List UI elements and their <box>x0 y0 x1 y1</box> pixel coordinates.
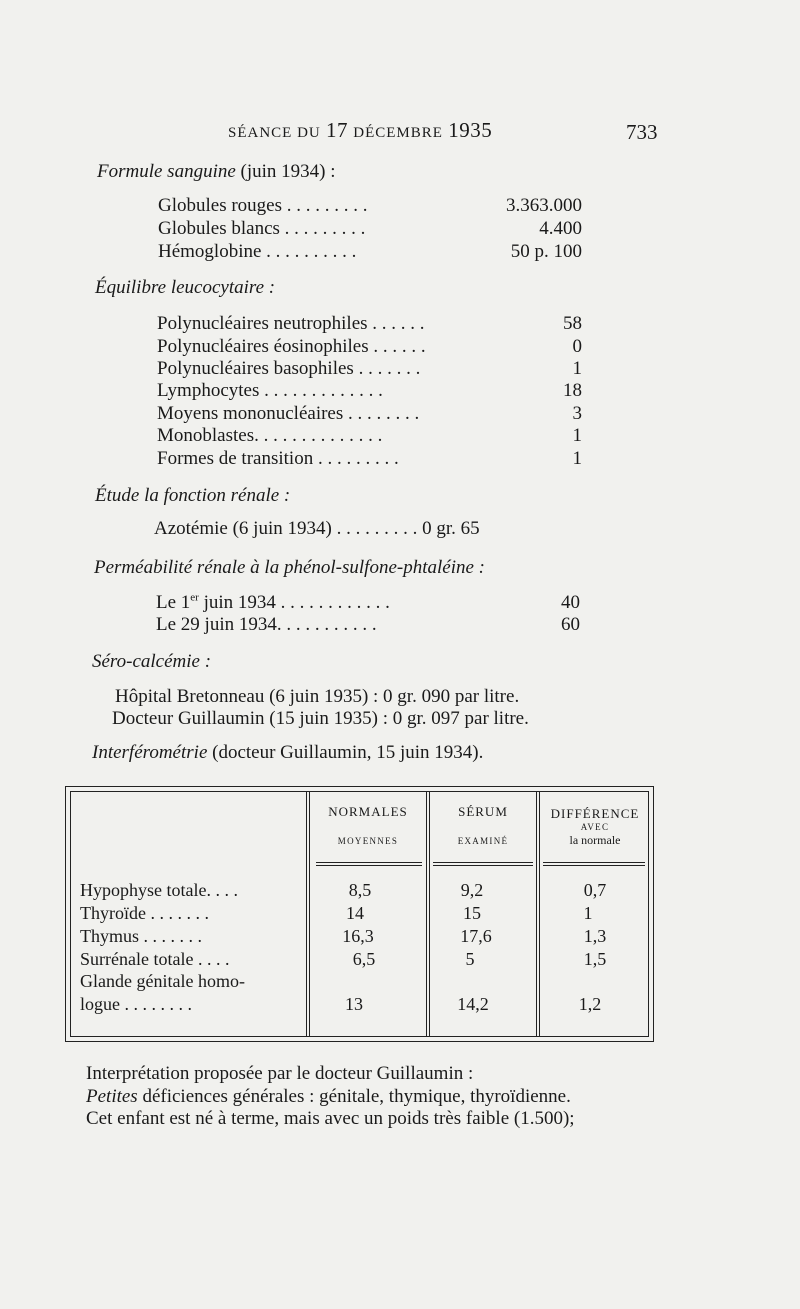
table-row-label: Thymus . . . . . . . <box>80 926 203 946</box>
sero-line-2: Docteur Guillaumin (15 juin 1935) : 0 gr. 097 par litre. <box>112 708 529 729</box>
footer-line-2-italic: Petites <box>86 1086 138 1107</box>
table-row-label: Surrénale totale . . . . <box>80 949 230 969</box>
table-cell-normales: 13 <box>345 994 363 1014</box>
page-number: 733 <box>626 120 658 144</box>
header-month: DÉCEMBRE <box>353 125 443 141</box>
header-la-normale: la normale <box>569 833 621 847</box>
row-label: Le 29 juin 1934. . . . . . . . . . . <box>156 614 377 635</box>
table-cell-serum: 14,2 <box>457 994 489 1014</box>
header-difference: DIFFÉRENCE <box>550 806 640 821</box>
header-day: 17 <box>326 118 349 142</box>
header-rule <box>316 865 422 866</box>
interfero-title-rest: (docteur Guillaumin, 15 juin 1934). <box>207 742 484 763</box>
sero-title: Séro-calcémie : <box>92 651 212 672</box>
row-value: 1 <box>572 448 582 469</box>
formule-title-italic: Formule sanguine <box>97 161 236 182</box>
interfero-title-italic: Interférométrie <box>92 742 208 763</box>
table-cell-normales: 16,3 <box>342 926 374 946</box>
table-cell-normales: 6,5 <box>352 949 376 969</box>
row-label: Polynucléaires basophiles . . . . . . . <box>157 358 421 379</box>
row-label: Le 1er juin 1934 . . . . . . . . . . . . <box>156 591 390 613</box>
row-label: Moyens mononucléaires . . . . . . . . <box>157 403 420 424</box>
footer-line-2 <box>86 1086 571 1108</box>
interfero-title <box>92 742 483 764</box>
column-divider <box>429 791 430 1037</box>
row-label: Globules rouges . . . . . . . . . <box>158 195 368 216</box>
header-year: 1935 <box>448 118 493 142</box>
header-moyennes: MOYENNES <box>337 836 399 846</box>
table-row-label: Glande génitale homo- <box>80 971 245 991</box>
row-label: Lymphocytes . . . . . . . . . . . . . <box>157 380 383 401</box>
row-label: Polynucléaires éosinophiles . . . . . . <box>157 336 426 357</box>
permeabilite-title: Perméabilité rénale à la phénol-sulfone-phtaléine : <box>94 557 485 578</box>
formule-title-rest: (juin 1934) : <box>235 161 336 182</box>
row-value: 3 <box>572 403 582 424</box>
formule-title <box>97 161 336 183</box>
row-label: Monoblastes. . . . . . . . . . . . . . <box>157 425 383 446</box>
row-label: Polynucléaires neutrophiles . . . . . . <box>157 313 425 334</box>
table-cell-normales: 8,5 <box>348 880 372 900</box>
footer-line-3: Cet enfant est né à terme, mais avec un poids très faible (1.500); <box>86 1108 575 1129</box>
header-serum: SÉRUM <box>458 804 508 819</box>
equilibre-title: Équilibre leucocytaire : <box>95 277 276 298</box>
table-row-label: Hypophyse totale. . . . <box>80 880 238 900</box>
column-divider <box>426 791 427 1037</box>
table-cell-diff: 1,5 <box>583 949 607 969</box>
column-divider <box>309 791 310 1037</box>
table-cell-normales: 14 <box>346 903 364 923</box>
table-cell-diff: 1 <box>583 903 593 923</box>
header-examine: EXAMINÉ <box>457 836 509 846</box>
table-cell-diff: 1,3 <box>583 926 607 946</box>
row-value: 50 p. 100 <box>510 241 582 262</box>
azotemie-line: Azotémie (6 juin 1934) . . . . . . . . . 0 gr. 65 <box>154 518 480 539</box>
header-normales: NORMALES <box>328 804 408 819</box>
row-value: 0 <box>572 336 582 357</box>
column-divider <box>306 791 307 1037</box>
row-value: 58 <box>563 313 582 334</box>
row-value: 1 <box>572 425 582 446</box>
header-avec: AVEC <box>580 822 610 832</box>
table-cell-diff: 1,2 <box>578 994 602 1014</box>
table-row-label: logue . . . . . . . . <box>80 994 192 1014</box>
header-rule <box>316 862 422 863</box>
table-cell-serum: 9,2 <box>460 880 484 900</box>
row-value: 4.400 <box>539 218 582 239</box>
table-cell-serum: 15 <box>463 903 481 923</box>
row-label: Globules blancs . . . . . . . . . <box>158 218 366 239</box>
row-value: 1 <box>572 358 582 379</box>
running-header <box>228 118 492 143</box>
table-cell-serum: 5 <box>465 949 475 969</box>
header-rule <box>433 865 533 866</box>
header-rule <box>433 862 533 863</box>
column-divider <box>536 791 537 1037</box>
header-rule <box>543 862 645 863</box>
sero-line-1: Hôpital Bretonneau (6 juin 1935) : 0 gr. 090 par litre. <box>115 686 520 707</box>
row-value: 3.363.000 <box>506 195 582 216</box>
footer-line-1: Interprétation proposée par le docteur Guillaumin : <box>86 1063 474 1084</box>
fonction-renale-title: Étude la fonction rénale : <box>95 485 291 506</box>
table-cell-diff: 0,7 <box>583 880 607 900</box>
table-cell-serum: 17,6 <box>460 926 492 946</box>
row-value: 18 <box>563 380 582 401</box>
header-rule <box>543 865 645 866</box>
table-row-label: Thyroïde . . . . . . . <box>80 903 209 923</box>
row-value: 40 <box>561 592 580 613</box>
row-value: 60 <box>561 614 580 635</box>
row-label: Formes de transition . . . . . . . . . <box>157 448 399 469</box>
footer-line-2-rest: déficiences générales : génitale, thymique, thyroïdienne. <box>137 1086 571 1107</box>
row-label: Hémoglobine . . . . . . . . . . <box>158 241 357 262</box>
header-seance: SÉANCE DU <box>228 125 321 141</box>
